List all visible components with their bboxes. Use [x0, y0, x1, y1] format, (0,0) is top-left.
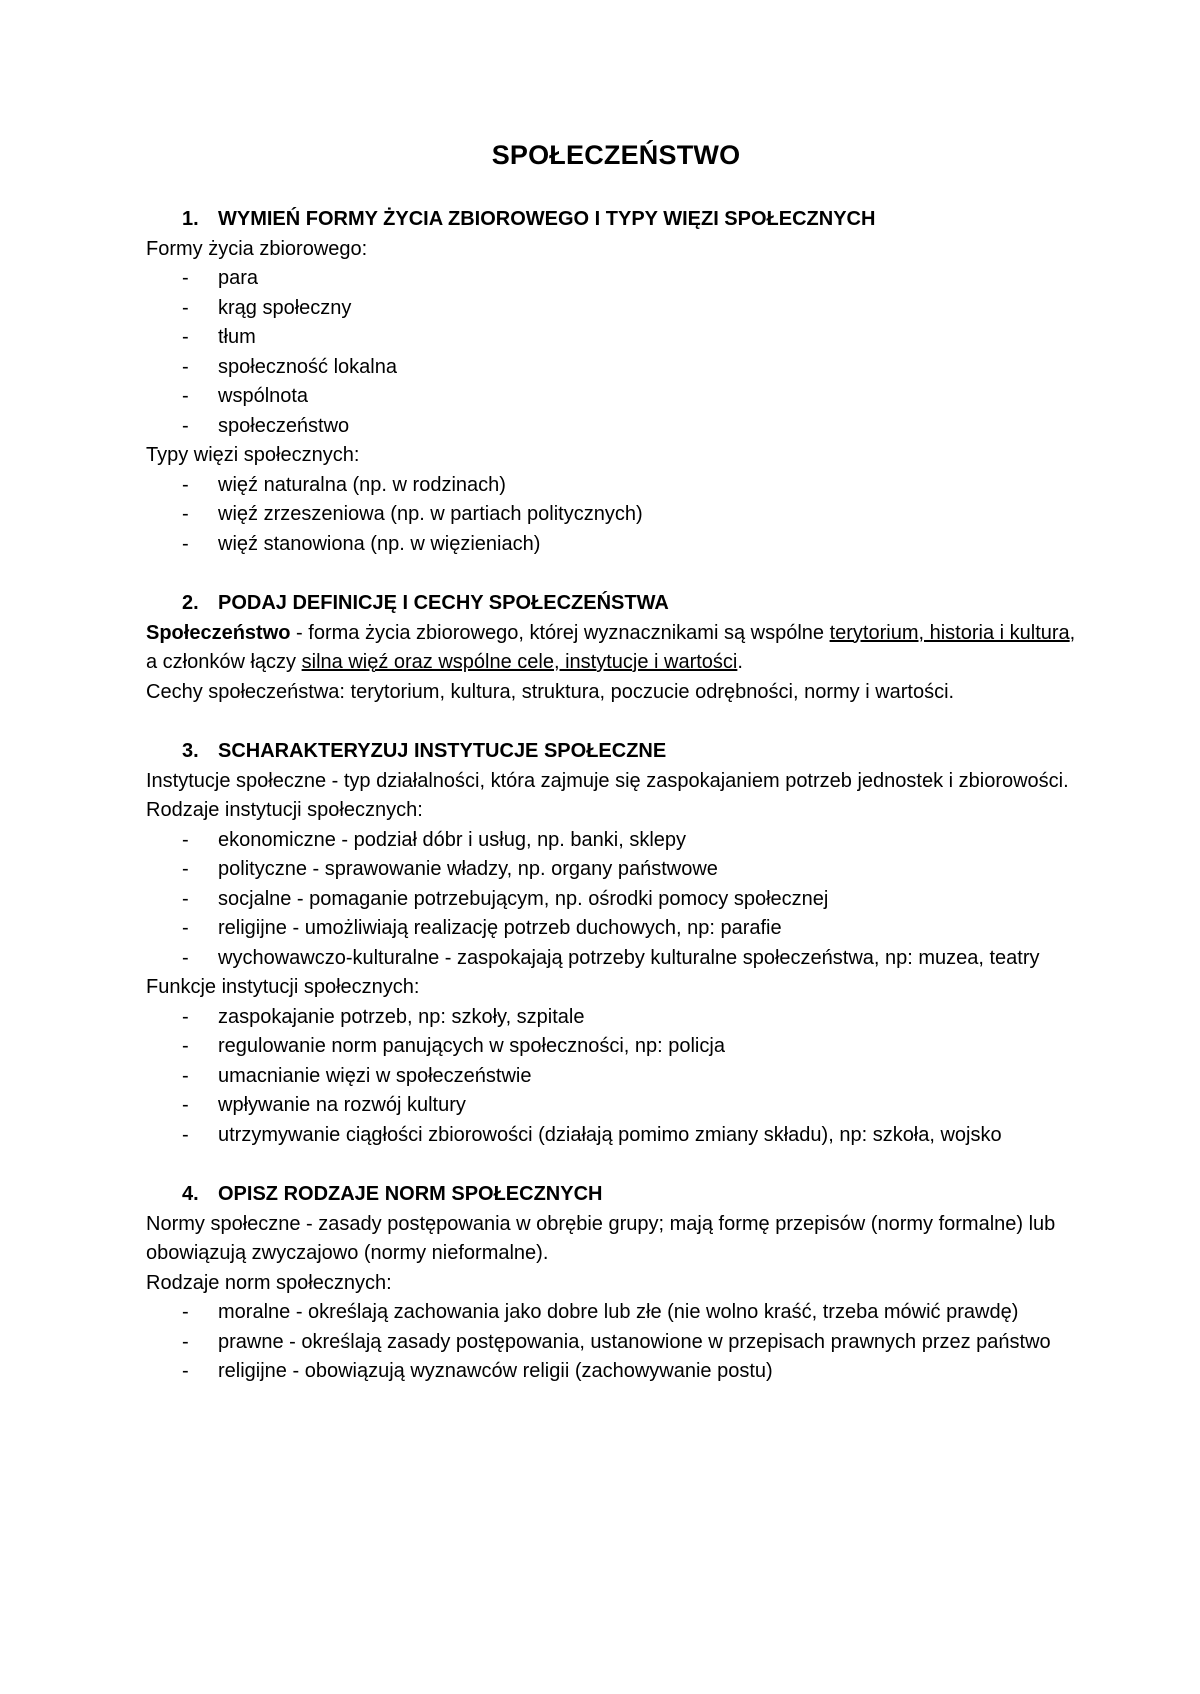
list-item: - utrzymywanie ciągłości zbiorowości (działają pomimo zmiany składu), np: szkoła, wojsko: [182, 1123, 1002, 1146]
definition-term: Społeczeństwo: [146, 621, 291, 644]
list-item: - więź zrzeszeniowa (np. w partiach politycznych): [182, 503, 643, 525]
forms-list: [146, 264, 1086, 441]
document-page: [146, 140, 1086, 1387]
traits-paragraph: Cechy społeczeństwa: terytorium, kultura, struktura, poczucie odrębności, normy i wartości.: [146, 680, 955, 703]
document-title: SPOŁECZEŃSTWO: [491, 140, 741, 170]
list-item: - moralne - określają zachowania jako dobre lub złe (nie wolno kraść, trzeba mówić prawdę): [182, 1301, 1019, 1323]
section-heading-text: PODAJ DEFINICJĘ I CECHY SPOŁECZEŃSTWA: [218, 592, 669, 614]
types-list: [146, 826, 1086, 974]
list-item: - więź stanowiona (np. w więzieniach): [182, 532, 541, 555]
list-item: - prawne - określają zasady postępowania, ustanowione w przepisach prawnych przez państwo: [182, 1330, 1051, 1353]
section-heading: [146, 589, 1086, 619]
section-number: 4.: [182, 1183, 199, 1205]
list-item: - religijne - umożliwiają realizację potrzeb duchowych, np: parafie: [182, 917, 782, 939]
types-label: Rodzaje norm społecznych:: [146, 1271, 392, 1294]
list-item: - regulowanie norm panujących w społeczności, np: policja: [182, 1035, 725, 1057]
list-item: - wspólnota: [182, 385, 309, 407]
list-item: - społeczeństwo: [182, 414, 350, 437]
definition-paragraph: Normy społeczne - zasady postępowania w obrębie grupy; mają formę przepisów (normy formalne) lub obowiązują zwyczajowo (normy nieformalne).: [146, 1212, 1056, 1264]
functions-list: [146, 1003, 1086, 1151]
underlined-text: silna więź oraz wspólne cele, instytucje i wartości: [301, 651, 738, 673]
list-item: - religijne - obowiązują wyznawców religii (zachowywanie postu): [182, 1360, 773, 1382]
section-heading-text: SCHARAKTERYZUJ INSTYTUCJE SPOŁECZNE: [218, 740, 667, 762]
list-item: - wychowawczo-kulturalne - zaspokajają potrzeby kulturalne społeczeństwa, np: muzea, teatry: [182, 946, 1040, 969]
section-heading: [146, 1180, 1086, 1210]
section-number: 1.: [182, 208, 199, 230]
section-heading: [146, 205, 1086, 235]
list-item: - tłum: [182, 326, 256, 348]
functions-label: Funkcje instytucji społecznych:: [146, 976, 420, 998]
types-list: [146, 1298, 1086, 1387]
section-heading-text: WYMIEŃ FORMY ŻYCIA ZBIOROWEGO I TYPY WIĘZI SPOŁECZNYCH: [218, 208, 876, 230]
list-item: - ekonomiczne - podział dóbr i usług, np. banki, sklepy: [182, 828, 687, 851]
section-heading-text: OPISZ RODZAJE NORM SPOŁECZNYCH: [218, 1183, 603, 1205]
definition-paragraph: Instytucje społeczne - typ działalności, która zajmuje się zaspokajaniem potrzeb jednostek i zbiorowości.: [146, 769, 1069, 792]
section-2: [146, 589, 1086, 707]
section-number: 3.: [182, 740, 199, 762]
list-item: - zaspokajanie potrzeb, np: szkoły, szpitale: [182, 1005, 585, 1028]
list-item: - więź naturalna (np. w rodzinach): [182, 473, 506, 496]
forms-label: Formy życia zbiorowego:: [146, 237, 368, 260]
list-item: - polityczne - sprawowanie władzy, np. organy państwowe: [182, 858, 718, 880]
section-4: [146, 1180, 1086, 1387]
section-3: [146, 737, 1086, 1150]
bonds-list: [146, 471, 1086, 560]
bonds-label: Typy więzi społecznych:: [146, 444, 360, 466]
list-item: - wpływanie na rozwój kultury: [182, 1094, 466, 1116]
list-item: - krąg społeczny: [182, 296, 352, 319]
underlined-text: terytorium, historia i kultura: [829, 621, 1070, 644]
section-1: [146, 205, 1086, 559]
definition-paragraph: Społeczeństwo - forma życia zbiorowego, której wyznacznikami są wspólne terytorium, historia i kultura, a członków łączy silna więź oraz wspólne cele, instytucje i wartości.: [146, 621, 1076, 673]
section-heading: [146, 737, 1086, 767]
list-item: - społeczność lokalna: [182, 355, 397, 378]
section-number: 2.: [182, 592, 199, 614]
types-label: Rodzaje instytucji społecznych:: [146, 799, 423, 821]
list-item: - para: [182, 267, 259, 289]
list-item: - socjalne - pomaganie potrzebującym, np. ośrodki pomocy społecznej: [182, 887, 829, 910]
list-item: - umacnianie więzi w społeczeństwie: [182, 1064, 532, 1087]
